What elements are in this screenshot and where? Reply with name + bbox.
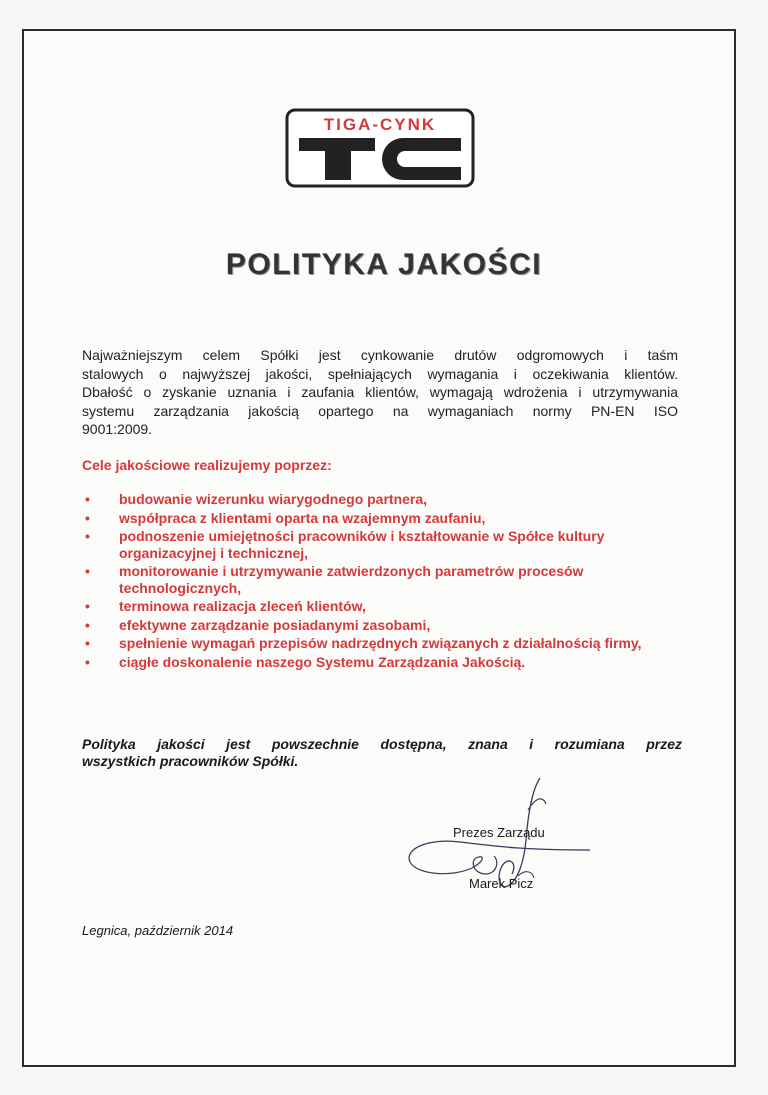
goals-list	[82, 491, 682, 672]
signatory-role: Prezes Zarządu	[453, 825, 545, 840]
intro-line: Dbałość o zyskanie uznania i zaufania klientów, wymagają wdrożenia i utrzymywania	[82, 384, 678, 400]
list-item	[82, 528, 682, 561]
bullet-icon: •	[85, 563, 90, 579]
bullet-icon: •	[85, 491, 90, 507]
goal-text: podnoszenie umiejętności pracowników i kształtowanie w Spółce kultury organizacyjnej i technicznej,	[119, 528, 605, 561]
goal-text: ciągłe doskonalenie naszego Systemu Zarządzania Jakością.	[119, 653, 526, 670]
bullet-icon: •	[85, 616, 90, 633]
bullet-icon: •	[85, 509, 90, 526]
bullet-icon: •	[85, 598, 90, 614]
list-item	[82, 510, 682, 527]
tiga-cynk-logo-icon	[285, 108, 475, 188]
list-item	[82, 563, 682, 596]
document-title: POLITYKA JAKOŚCI	[225, 248, 543, 281]
list-item	[82, 598, 682, 615]
goal-text: terminowa realizacja zleceń klientów,	[119, 598, 366, 614]
intro-line: 9001:2009.	[82, 421, 153, 437]
intro-paragraph	[82, 346, 678, 439]
signatory-name: Marek Picz	[469, 876, 534, 891]
intro-line: systemu zarządzania jakością opartego na wymaganiach normy PN-EN ISO	[82, 402, 678, 419]
bullet-icon: •	[85, 653, 90, 670]
signature-block	[400, 770, 600, 900]
svg-text:TIGA-CYNK: TIGA-CYNK	[323, 115, 437, 134]
policy-note	[82, 736, 682, 770]
policy-note-line: Polityka jakości jest powszechnie dostępna, znana i rozumiana przez	[82, 736, 682, 752]
list-item	[82, 654, 682, 671]
intro-line: Najważniejszym celem Spółki jest cynkowanie drutów odgromowych i taśm	[82, 347, 678, 363]
list-item	[82, 617, 682, 634]
company-logo	[285, 108, 475, 188]
bullet-icon: •	[85, 528, 90, 544]
intro-line: stalowych o najwyższej jakości, spełniających wymagania i oczekiwania klientów.	[82, 365, 678, 382]
goal-text: spełnienie wymagań przepisów nadrzędnych związanych z działalnością firmy,	[119, 635, 642, 651]
list-item	[82, 635, 682, 652]
goal-text: współpraca z klientami oparta na wzajemnym zaufaniu,	[119, 509, 486, 526]
goal-text: budowanie wizerunku wiarygodnego partnera,	[119, 491, 428, 507]
goal-text: efektywne zarządzanie posiadanymi zasobami,	[119, 616, 431, 633]
list-item	[82, 491, 682, 508]
policy-note-line: wszystkich pracowników Spółki.	[82, 753, 299, 769]
place-date: Legnica, październik 2014	[82, 923, 234, 938]
goal-text: monitorowanie i utrzymywanie zatwierdzonych parametrów procesów technologicznych,	[119, 563, 584, 596]
bullet-icon: •	[85, 635, 90, 651]
goals-heading: Cele jakościowe realizujemy poprzez:	[82, 457, 332, 473]
